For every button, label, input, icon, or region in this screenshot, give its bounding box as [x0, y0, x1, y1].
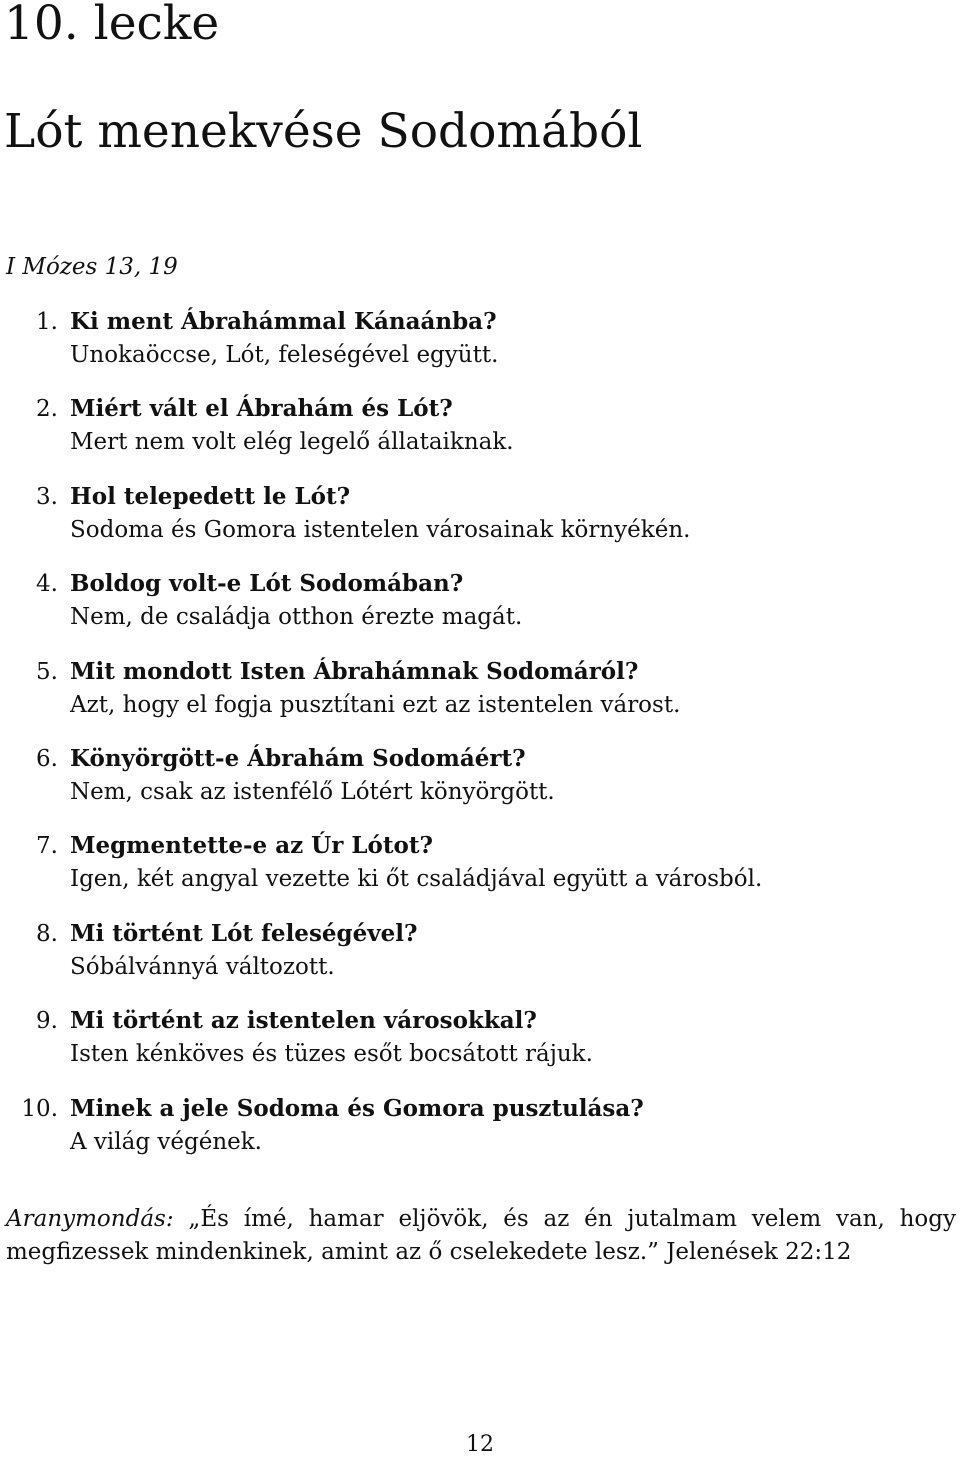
question-number: 6.	[36, 745, 58, 772]
question-number: 10.	[21, 1095, 58, 1122]
question-number: 2.	[36, 396, 58, 423]
question-number: 1.	[36, 309, 58, 335]
question-item	[0, 656, 960, 743]
question-item	[0, 1005, 960, 1092]
answer-text: A világ végének.	[70, 1128, 262, 1155]
question-text: Könyörgött-e Ábrahám Sodomáért?	[70, 744, 526, 772]
question-number: 5.	[36, 658, 58, 685]
question-item	[0, 568, 960, 655]
question-item	[0, 743, 960, 830]
answer-text: Sóbálvánnyá változott.	[70, 953, 335, 980]
question-item	[0, 481, 960, 568]
question-item	[0, 306, 960, 393]
answer-text: Azt, hogy el fogja pusztítani ezt az istentelen várost.	[70, 691, 681, 718]
golden-verse	[6, 1203, 956, 1269]
question-number: 9.	[36, 1008, 58, 1035]
question-text: Boldog volt-e Lót Sodomában?	[70, 570, 464, 598]
question-item	[0, 830, 960, 917]
question-text: Minek a jele Sodoma és Gomora pusztulása?	[70, 1094, 644, 1122]
question-number: 4.	[36, 571, 58, 598]
question-number: 3.	[36, 483, 58, 510]
question-item	[0, 918, 960, 1005]
answer-text: Nem, csak az istenfélő Lótért könyörgött.	[70, 778, 555, 805]
answer-text: Igen, két angyal vezette ki őt családjával együtt a városból.	[70, 866, 763, 893]
page-number: 12	[466, 1432, 494, 1457]
scripture-reference: I Mózes 13, 19	[6, 254, 178, 280]
question-text: Mi történt Lót feleségével?	[70, 919, 418, 947]
answer-text: Unokaöccse, Lót, feleségével együtt.	[70, 342, 499, 368]
question-number: 7.	[36, 833, 58, 860]
question-text: Ki ment Ábrahámmal Kánaánba?	[70, 308, 497, 335]
answer-text: Sodoma és Gomora istentelen városainak környékén.	[70, 516, 691, 543]
golden-verse-text: „És ímé, hamar eljövök, és az én jutalmam velem van, hogy megfizessek mindenkinek, amint az ő cselekedete lesz.” Jelenések 22:12	[6, 1206, 956, 1265]
question-number: 8.	[36, 920, 58, 947]
question-item	[0, 1093, 960, 1180]
lesson-title: Lót menekvése Sodomából	[4, 104, 643, 159]
question-text: Miért vált el Ábrahám és Lót?	[70, 395, 453, 423]
question-text: Mi történt az istentelen városokkal?	[70, 1007, 537, 1035]
question-text: Mit mondott Isten Ábrahámnak Sodomáról?	[70, 657, 639, 685]
answer-text: Isten kénköves és tüzes esőt bocsátott rájuk.	[70, 1041, 593, 1068]
chapter-heading: 10. lecke	[4, 0, 220, 51]
answer-text: Nem, de családja otthon érezte magát.	[70, 604, 523, 631]
question-item	[0, 393, 960, 480]
question-list	[0, 306, 960, 1180]
question-text: Megmentette-e az Úr Lótot?	[70, 832, 433, 860]
golden-verse-label: Aranymondás:	[6, 1206, 174, 1232]
question-text: Hol telepedett le Lót?	[70, 482, 351, 510]
answer-text: Mert nem volt elég legelő állataiknak.	[70, 429, 514, 456]
